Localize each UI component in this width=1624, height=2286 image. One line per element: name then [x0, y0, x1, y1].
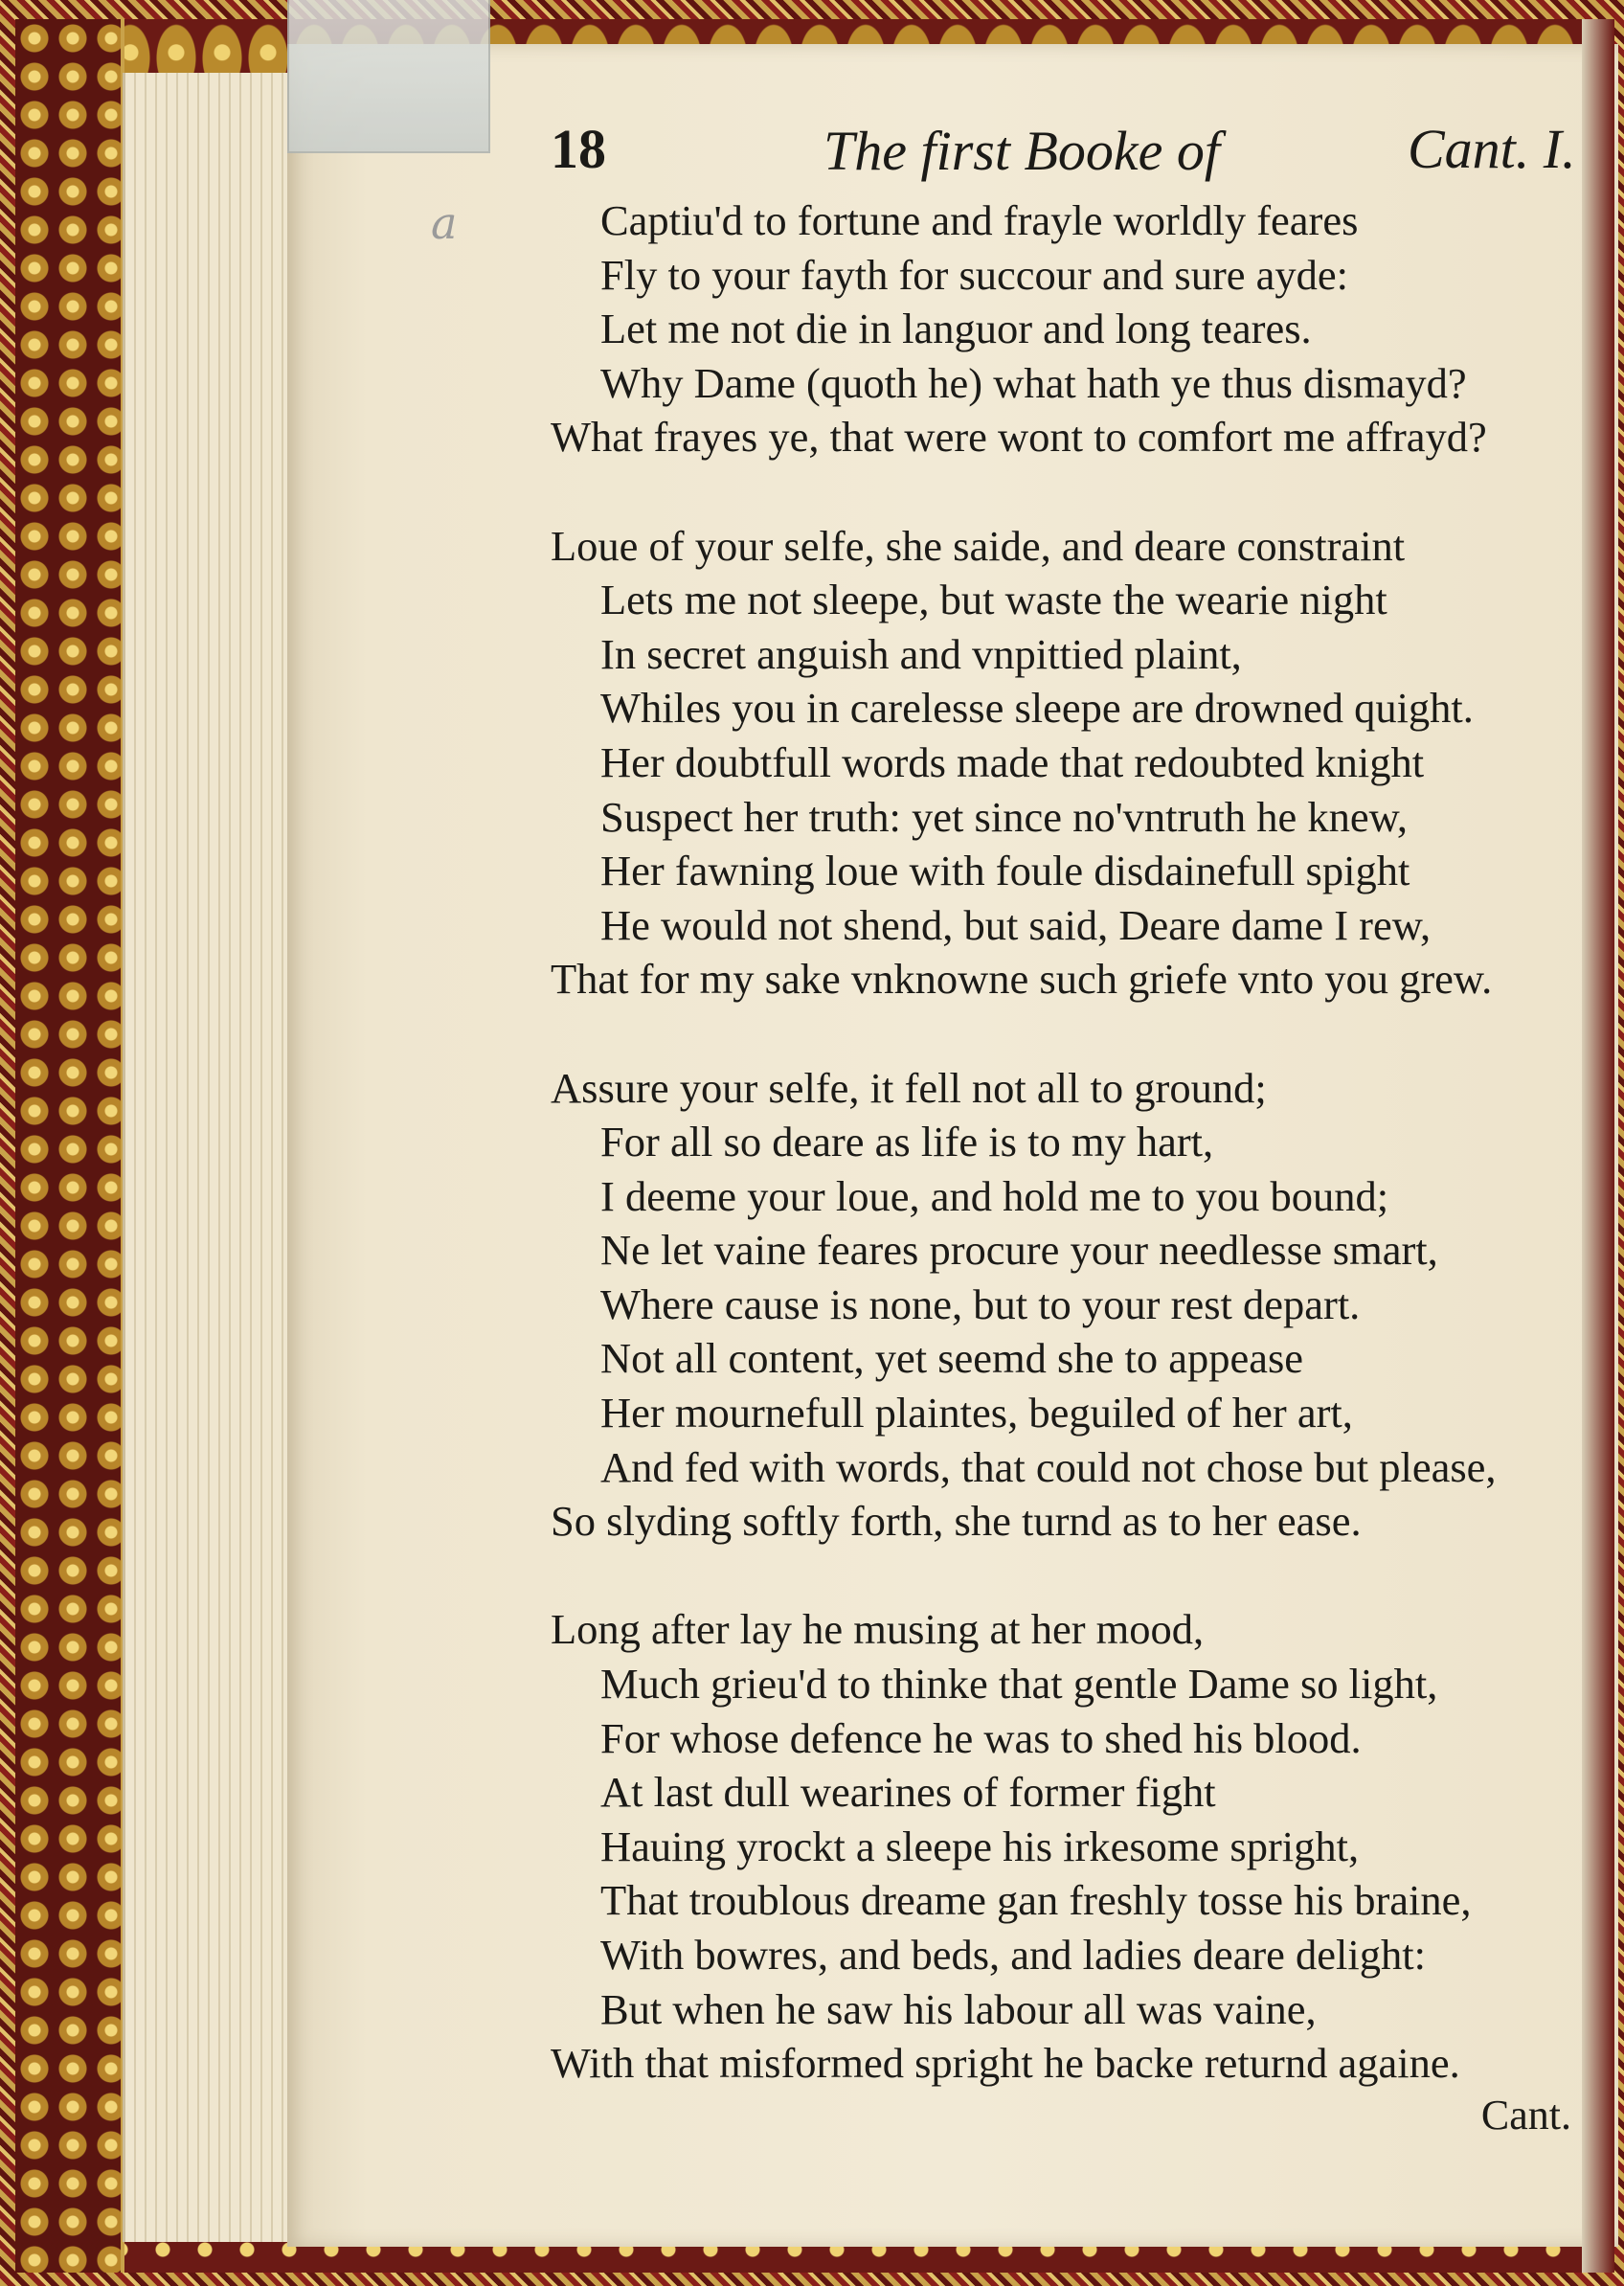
pencil-mark: a [431, 197, 458, 249]
verse-line: At last dull wearines of former fight [600, 1768, 1216, 1817]
verse-line: But when he saw his labour all was vaine, [600, 1984, 1317, 2033]
verse-line: Her fawning loue with foule disdainefull spight [600, 847, 1410, 895]
verse-line: Hauing yrockt a sleepe his irkesome spright, [600, 1822, 1360, 1870]
verse-line: Her mournefull plaintes, beguiled of her art, [600, 1389, 1353, 1437]
verse-line: Ne let vaine feares procure your needlesse smart, [600, 1226, 1438, 1275]
verse-line: Suspect her truth: yet since no'vntruth he knew, [600, 792, 1409, 841]
verse-line: Her doubtfull words made that redoubted knight [600, 737, 1425, 786]
verse-line: In secret anguish and vnpittied plaint, [600, 629, 1242, 678]
verse-line: That troublous dreame gan freshly tosse his braine, [600, 1876, 1472, 1925]
running-title: The first Booke of [823, 120, 1221, 182]
verse-line: That for my sake vnknowne such griefe vnto you grew. [551, 955, 1493, 1004]
verse-line: So slyding softly forth, she turnd as to her ease. [551, 1497, 1362, 1546]
verse-line: For whose defence he was to shed his blood. [600, 1713, 1362, 1762]
verse-line: Where cause is none, but to your rest depart. [600, 1279, 1361, 1328]
stanza [551, 519, 1594, 1007]
verse-line: Not all content, yet seemd she to appease [600, 1334, 1304, 1383]
page-number: 18 [551, 118, 606, 180]
verse-line: For all so deare as life is to my hart, [600, 1118, 1214, 1166]
stanza [551, 193, 1594, 464]
verse-line: Much grieu'd to thinke that gentle Dame so light, [600, 1660, 1438, 1709]
verse-line: And fed with words, that could not chose but please, [600, 1442, 1497, 1491]
verse-line: Whiles you in carelesse sleepe are drowned quight. [600, 684, 1474, 733]
verse-line: He would not shend, but said, Deare dame I rew, [600, 900, 1432, 949]
verse-line: Let me not die in languor and long teares. [600, 305, 1312, 353]
stanza [551, 1061, 1594, 1549]
verse-line: Long after lay he musing at her mood, [551, 1605, 1205, 1654]
verse-line: Fly to your fayth for succour and sure ayde: [600, 250, 1349, 299]
verse-line: Captiu'd to fortune and frayle worldly feares [600, 196, 1359, 244]
verse-line: With bowres, and beds, and ladies deare delight: [600, 1931, 1426, 1979]
canto-label: Cant. I. [1408, 118, 1576, 180]
verse-line: Lets me not sleepe, but waste the wearie night [600, 576, 1387, 624]
page-header [551, 118, 1594, 193]
page-edges [123, 73, 293, 2242]
catchword: Cant. [1480, 2091, 1571, 2139]
verse-line: What frayes ye, that were wont to comfort me affrayd? [551, 413, 1487, 462]
stanza [551, 1602, 1594, 2090]
text-block [551, 118, 1594, 2140]
verse-line: With that misformed spright he backe returnd againe. [551, 2039, 1460, 2088]
verse-line: I deeme your loue, and hold me to you bound; [600, 1171, 1389, 1220]
verse-line: Why Dame (quoth he) what hath ye thus dismayd? [600, 358, 1467, 407]
page-tab [287, 0, 490, 153]
gilt-border-left [15, 19, 124, 2273]
verse-line: Loue of your selfe, she saide, and deare constraint [551, 521, 1406, 570]
verse-line: Assure your selfe, it fell not all to ground; [551, 1063, 1267, 1112]
